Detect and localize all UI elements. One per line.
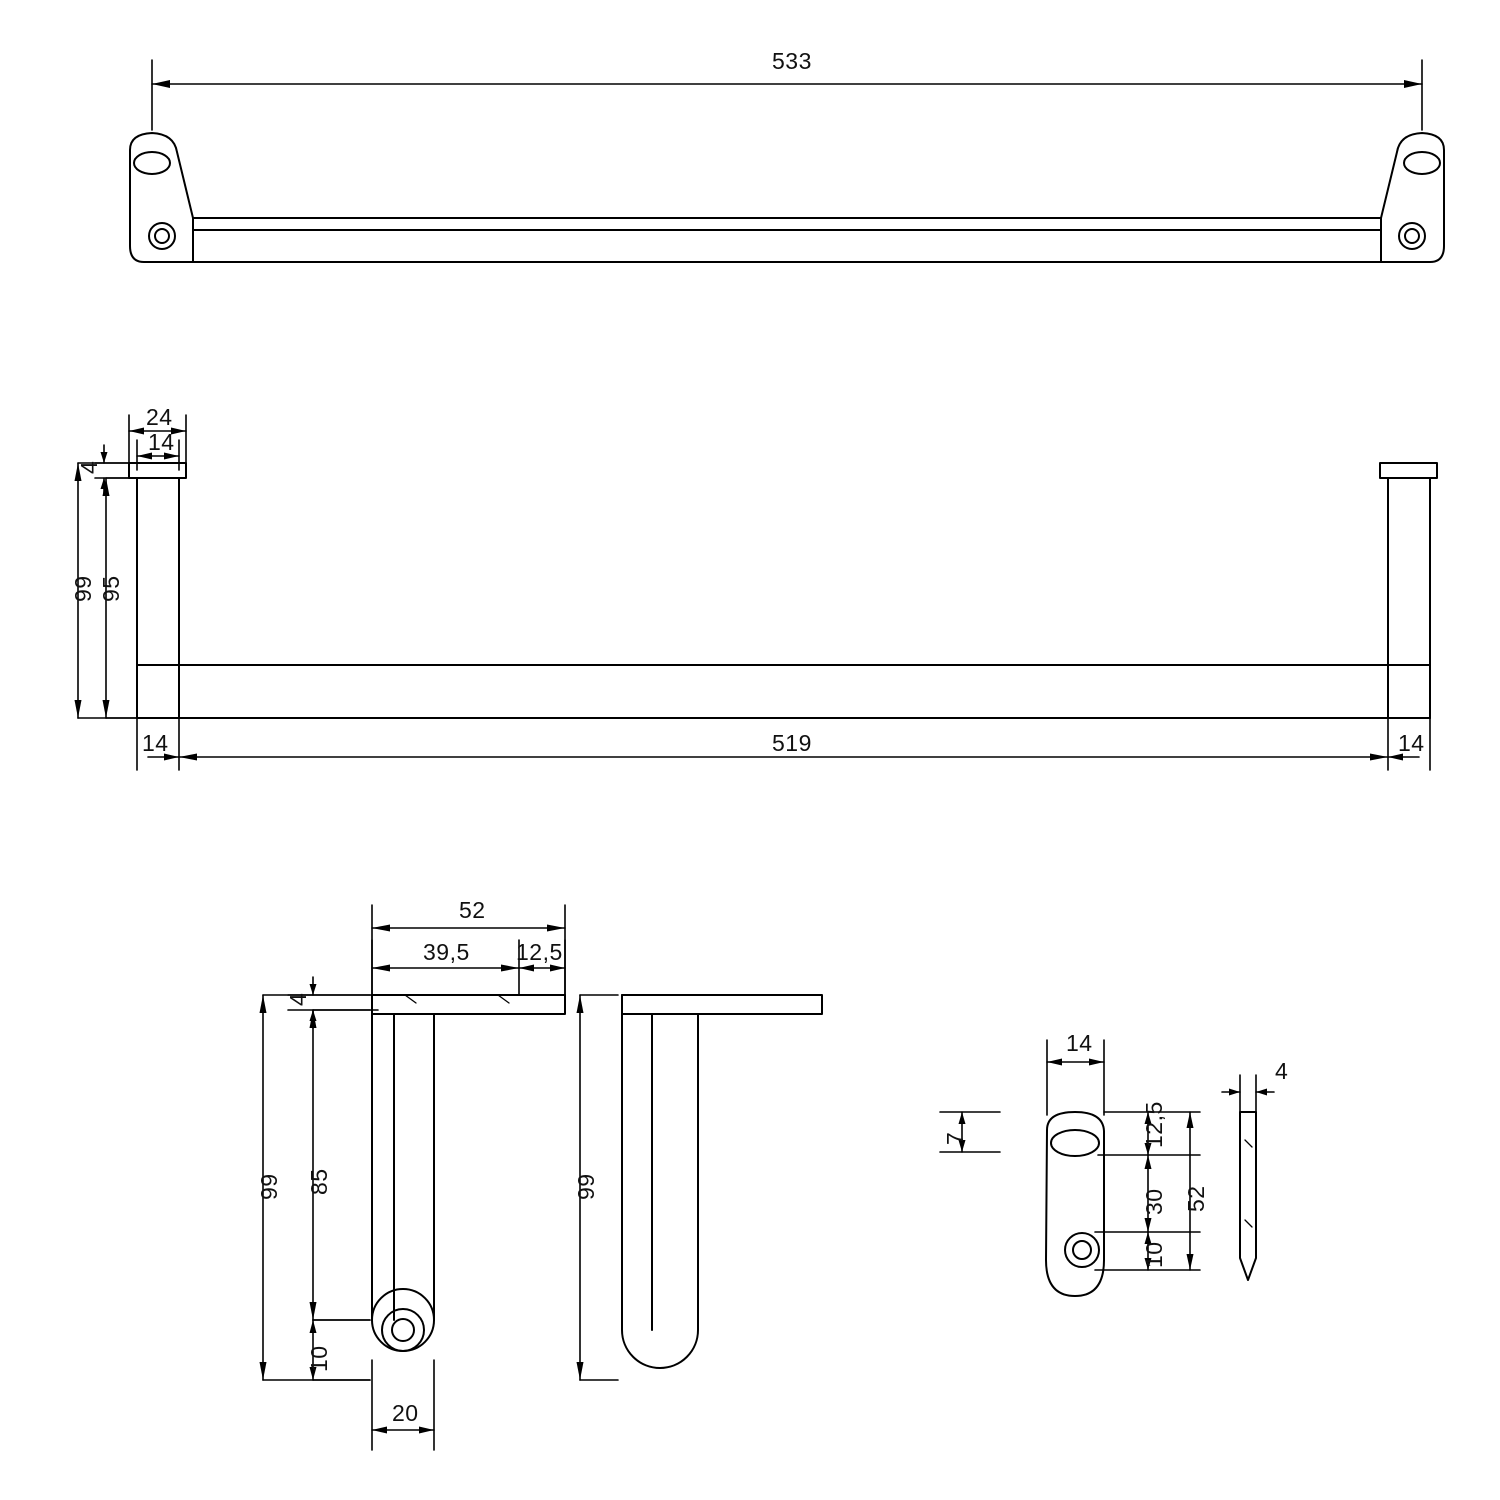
front-view-bar [137,665,1430,718]
dim-label-12-5-bracket: 12,5 [1141,1101,1167,1148]
dim-label-14-front-top: 14 [148,429,175,455]
front-view-left-arm [129,463,186,718]
dim-label-14-bracket: 14 [1066,1030,1093,1056]
side-view-plate-hatch [405,995,509,1003]
dim-label-4-bracket: 4 [1275,1058,1289,1084]
dim-label-99-side-right: 99 [573,1173,599,1200]
side-view-bracket-profile [372,995,565,1351]
side-view-hole-inner [392,1319,414,1341]
top-view-right-slot [1404,152,1440,174]
dim-label-52-side: 52 [459,897,486,923]
bracket-hole-inner [1073,1241,1091,1259]
dim-label-39-5: 39,5 [423,939,470,965]
bracket-slot [1051,1130,1099,1156]
top-view-right-hole-outer [1399,223,1425,249]
dim-label-24: 24 [146,404,173,430]
dim-label-519: 519 [772,730,812,756]
top-view-left-hole-outer [149,223,175,249]
top-view-left-slot [134,152,170,174]
dimension-4-bracket [1222,1075,1274,1112]
dim-label-533: 533 [772,48,812,74]
front-view-right-arm [1380,463,1437,718]
side-view-hole-outer [382,1309,424,1351]
bracket-detail-side [1240,1112,1256,1280]
top-view-bar [193,218,1381,262]
dimension-85-side [310,1010,371,1320]
dim-label-10-side: 10 [306,1345,332,1372]
dim-label-14-front-left-bottom: 14 [142,730,169,756]
dim-label-14-front-right-bottom: 14 [1398,730,1425,756]
dim-label-99-front: 99 [70,575,96,602]
dim-label-30-bracket: 30 [1141,1188,1167,1215]
dim-label-12-5-side: 12,5 [516,939,563,965]
dim-label-20-side: 20 [392,1400,419,1426]
dim-label-52-bracket: 52 [1183,1185,1209,1212]
dim-label-85-side: 85 [306,1168,332,1195]
bracket-hole-outer [1065,1233,1099,1267]
bracket-detail-plate [1046,1112,1104,1296]
top-view-right-hole-inner [1405,229,1419,243]
dim-label-99-side-left: 99 [256,1173,282,1200]
dim-label-10-bracket: 10 [1141,1241,1167,1268]
top-view-left-hole-inner [155,229,169,243]
dim-label-4-front: 4 [76,460,102,474]
dim-label-95-front: 95 [98,575,124,602]
dim-label-4-side: 4 [285,992,311,1006]
side-view-2-profile [622,995,822,1368]
dim-label-7-bracket: 7 [942,1131,968,1145]
